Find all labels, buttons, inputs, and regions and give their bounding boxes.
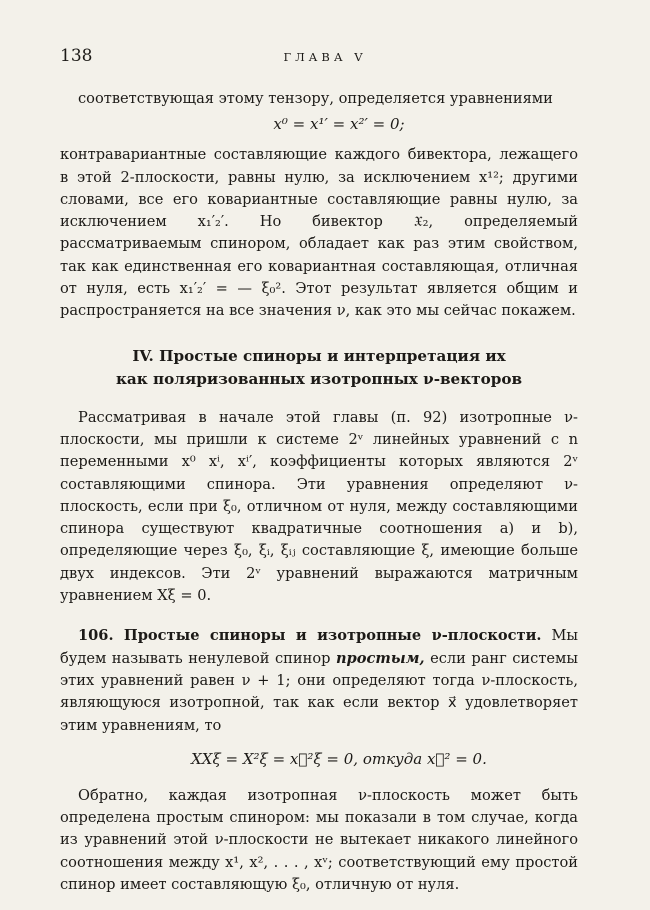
running-head: ГЛАВА V [283,50,367,64]
subsection-title: 106. Простые спиноры и изотропные ν-плоскости. [78,627,542,645]
page-body [60,88,578,896]
paragraph-3-text-a: Мы будем называть ненулевой спинор [60,627,578,667]
paragraph-lead: соответствующая этому тензору, определяется уравнениями [78,90,553,107]
section-heading-line-2: как поляризованных изотропных ν-векторов [115,369,523,388]
equation-1: x⁰ = x¹′ = x²′ = 0; [273,115,405,134]
paragraph-1: контравариантные составляющие каждого бивектора, лежащего в этой 2-плоскости, равны нулю, за исключением x¹²; другими словами, все его ковариантные составляющие равны нулю, за исключением x₁′₂′. Но бивектор 𝔛₂, определяемый рассматриваемым спинором, обладает как раз этим свойством, так как единственная его ковариантная составляющая, отличная от нуля, есть x₁′₂′ = — ξ₀². Этот результат является общим и распространяется на все значения ν, как это мы сейчас покажем. [60,146,578,320]
page-header [0,46,650,74]
section-heading-line-1: IV. Простые спиноры и интерпретация их [132,346,506,365]
paragraph-4: Обратно, каждая изотропная ν-плоскость может быть определена простым спинором: мы показали в том случае, когда из уравнений этой ν-плоскости не вытекает никакого линейного соотношения между x¹, x², . . . , xᵛ; соответствующий ему простой спинор имеет составляющую ξ₀, отличную от нуля. [60,786,578,894]
paragraph-2: Рассматривая в начале этой главы (п. 92) изотропные ν-плоскости, мы пришли к системе 2ᵛ линейных уравнений с n переменными x⁰ xⁱ, xⁱ′, коэффициенты которых являются 2ᵛ составляющими спинора. Эти уравнения определяют ν-плоскость, если при ξ₀, отличном от нуля, между составляющими спинора существуют квадратичные соотношения a) и b), определяющие через ξ₀, ξᵢ, ξᵢⱼ составляющие ξ, имеющие больше двух индексов. Эти 2ᵛ уравнений выражаются матричным уравнением Xξ = 0. [60,408,578,605]
page-number: 138 [60,46,93,66]
section-heading [60,345,578,391]
paragraph-3 [60,625,578,736]
paragraph-3-text-b: если ранг системы этих уравнений равен ν + 1; они определяют тогда ν-плоскость, являющуюся изотропной, так как если вектор x⃗ удовлетворяет этим уравнениям, то [60,649,578,734]
equation-2: XXξ = X²ξ = x⃗²ξ = 0, откуда x⃗² = 0. [191,749,487,768]
emphasized-term: простым, [335,649,425,667]
